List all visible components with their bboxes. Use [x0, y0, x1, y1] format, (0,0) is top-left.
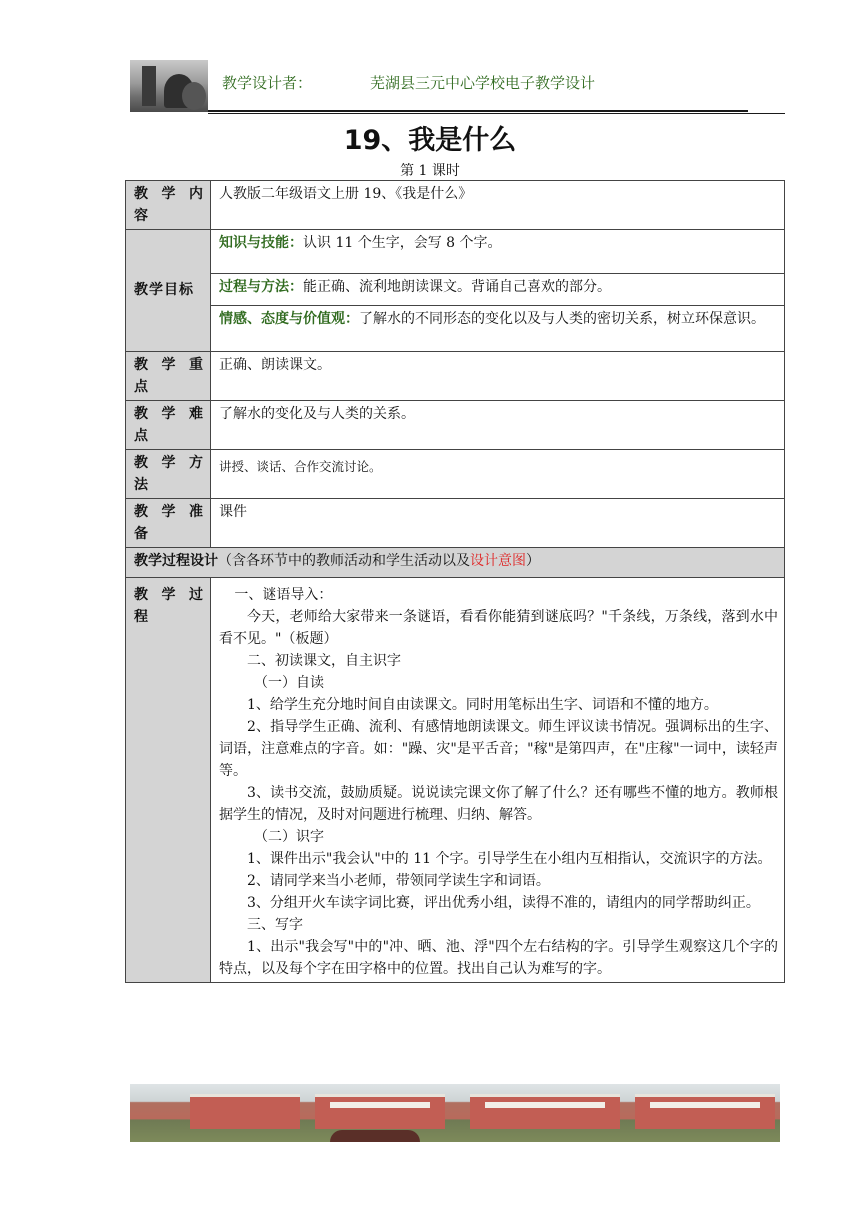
row-methods [126, 450, 785, 499]
process-paragraph: 二、初读课文，自主识字 [247, 653, 401, 669]
preparation-value: 课件 [211, 499, 785, 548]
knowledge-text: 认识 11 个生字，会写 8 个字。 [303, 235, 502, 251]
process-paragraph: （一）自读 [254, 675, 324, 691]
process-paragraph: 2、请同学来当小老师，带领同学读生字和词语。 [247, 873, 550, 889]
design-intent-text: 设计意图 [470, 553, 526, 569]
page-header [130, 60, 785, 114]
process-paragraph: （二）识字 [254, 829, 324, 845]
row-key-points [126, 352, 785, 401]
goals-label: 教学目标 [126, 230, 211, 352]
row-goal-process [126, 274, 785, 306]
content-label: 教 学 内 容 [126, 181, 211, 230]
row-goal-emotion [126, 306, 785, 352]
page-title: 19、我是什么 [343, 125, 517, 156]
emotion-label: 情感、态度与价值观： [219, 311, 359, 327]
difficulties-value: 了解水的变化及与人类的关系。 [211, 401, 785, 450]
footer-school-banner [130, 1084, 780, 1142]
process-label: 教 学 过 程 [126, 578, 211, 983]
school-title: 芜湖县三元中心学校电子教学设计 [370, 74, 596, 92]
knowledge-label: 知识与技能： [219, 235, 303, 251]
methods-label: 教 学 方 法 [126, 450, 211, 499]
process-content [211, 578, 785, 983]
emotion-text: 了解水的不同形态的变化以及与人类的密切关系，树立环保意识。 [359, 311, 765, 327]
header-rule [208, 110, 748, 112]
process-design-end: ） [526, 553, 540, 569]
process-label: 过程与方法： [219, 279, 303, 295]
process-design-bold: 教学过程设计 [134, 553, 218, 569]
designer-label: 教学设计者： [222, 74, 313, 92]
difficulties-label: 教 学 难 点 [126, 401, 211, 450]
process-paragraph: 今天，老师给大家带来一条谜语，看看你能猜到谜底吗？"千条线，万条线，落到水中看不见。"（板题） [219, 609, 778, 647]
process-paragraph: 2、指导学生正确、流利、有感情地朗读课文。师生评议读书情况。强调标出的生字、词语，注意难点的字音。如："躁、灾"是平舌音；"稼"是第四声，在"庄稼"一词中，读轻声等。 [219, 719, 778, 779]
row-difficulties [126, 401, 785, 450]
preparation-label: 教 学 准 备 [126, 499, 211, 548]
process-paragraph: 3、读书交流，鼓励质疑。说说读完课文你了解了什么？还有哪些不懂的地方。教师根据学生的情况，及时对问题进行梳理、归纳、解答。 [219, 785, 778, 823]
lesson-plan-table [125, 180, 785, 983]
process-paragraph: 1、课件出示"我会认"中的 11 个字。引导学生在小组内互相指认，交流识字的方法。 [247, 851, 772, 867]
header-rule-thin [208, 113, 785, 114]
goal-knowledge [211, 230, 785, 274]
key-points-value: 正确、朗读课文。 [211, 352, 785, 401]
process-paragraph: 1、给学生充分地时间自由读课文。同时用笔标出生字、词语和不懂的地方。 [247, 697, 718, 713]
goal-emotion [211, 306, 785, 352]
school-photo [130, 60, 208, 112]
methods-value: 讲授、谈话、合作交流讨论。 [211, 450, 785, 499]
row-content [126, 181, 785, 230]
lesson-period: 第 1 课时 [400, 163, 460, 179]
row-goal-knowledge [126, 230, 785, 274]
process-paragraph: 一、谜语导入： [234, 587, 333, 603]
content-value: 人教版二年级语文上册 19、《我是什么》 [211, 181, 785, 230]
process-paragraph: 3、分组开火车读字词比赛，评出优秀小组，读得不准的，请组内的同学帮助纠正。 [247, 895, 760, 911]
row-process [126, 578, 785, 983]
process-text: 能正确、流利地朗读课文。背诵自己喜欢的部分。 [303, 279, 611, 295]
key-points-label: 教 学 重 点 [126, 352, 211, 401]
process-paragraph: 三、写字 [247, 917, 303, 933]
process-paragraph: 1、出示"我会写"中的"冲、晒、池、浮"四个左右结构的字。引导学生观察这几个字的特点，以及每个字在田字格中的位置。找出自己认为难写的字。 [219, 939, 778, 977]
row-preparation [126, 499, 785, 548]
process-design-note: （含各环节中的教师活动和学生活动以及 [218, 553, 470, 569]
goal-process [211, 274, 785, 306]
process-design-heading [126, 548, 785, 578]
row-process-design [126, 548, 785, 578]
